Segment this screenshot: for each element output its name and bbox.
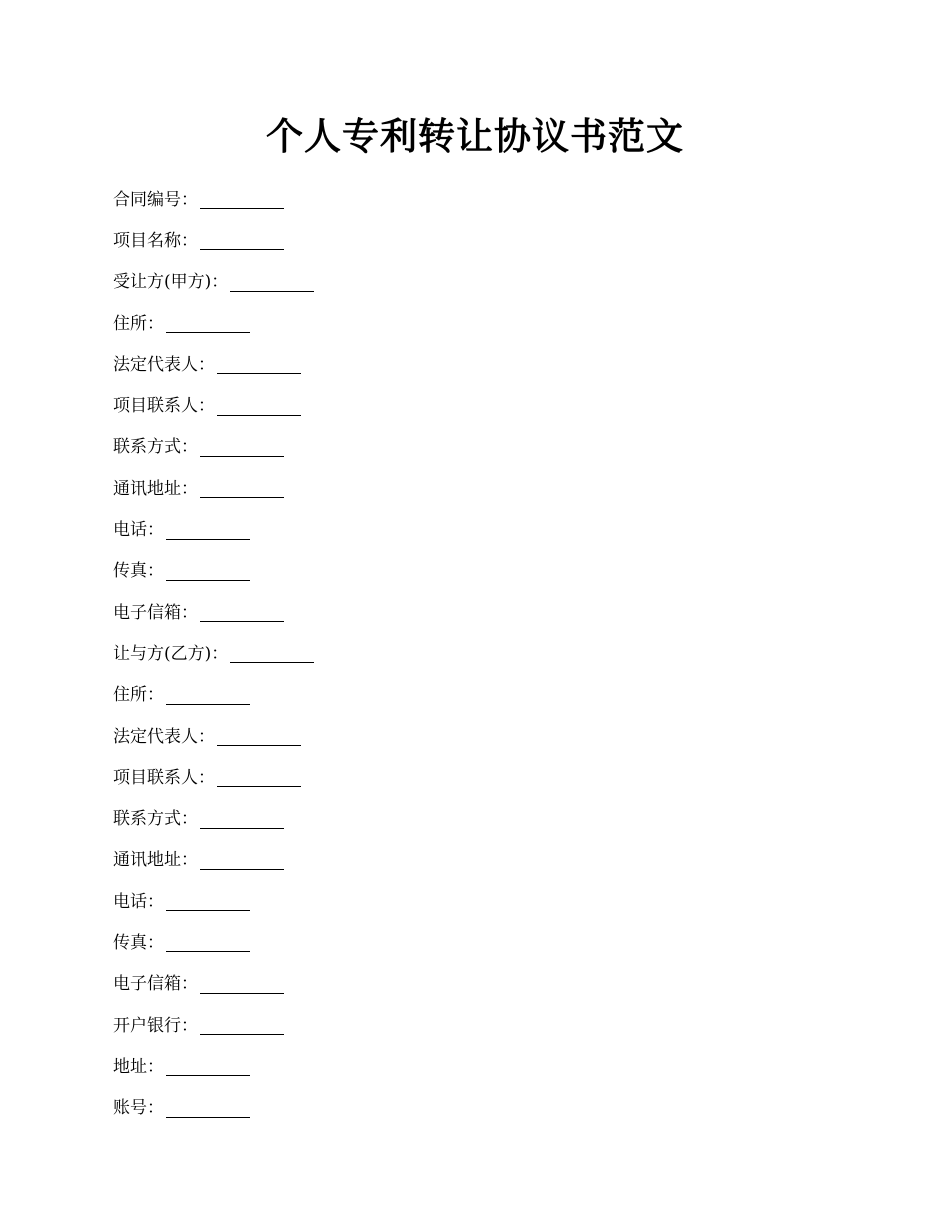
fill-in-blank (217, 768, 301, 787)
field-label: 开户银行： (113, 1015, 198, 1036)
field-label: 项目联系人： (113, 396, 215, 417)
fill-in-blank (200, 975, 284, 994)
field-party-b-project-contact (113, 757, 833, 798)
fill-in-blank (166, 314, 250, 333)
field-label: 住所： (113, 313, 164, 334)
field-label: 传真： (113, 932, 164, 953)
field-account-number (113, 1088, 833, 1129)
field-party-b-legal-representative (113, 716, 833, 757)
fill-in-blank (166, 521, 250, 540)
field-party-a (113, 262, 833, 303)
field-party-a-fax (113, 551, 833, 592)
fill-in-blank (217, 727, 301, 746)
field-label: 住所： (113, 685, 164, 706)
field-party-b-contact-method (113, 798, 833, 839)
fill-in-blank (200, 1016, 284, 1035)
fill-in-blank (200, 231, 284, 250)
field-party-a-project-contact (113, 385, 833, 426)
fill-in-blank (200, 810, 284, 829)
field-label: 联系方式： (113, 437, 198, 458)
field-contract-number (113, 179, 833, 220)
fill-in-blank (200, 190, 284, 209)
field-label: 让与方(乙方)： (113, 643, 229, 664)
field-label: 通讯地址： (113, 850, 198, 871)
field-party-a-contact-method (113, 427, 833, 468)
field-label: 电话： (113, 891, 164, 912)
fill-in-blank (200, 851, 284, 870)
field-label: 地址： (113, 1056, 164, 1077)
field-party-b-mailing-address (113, 840, 833, 881)
field-label: 联系方式： (113, 809, 198, 830)
field-party-a-legal-representative (113, 344, 833, 385)
field-label: 电子信箱： (113, 602, 198, 623)
fill-in-blank (166, 686, 250, 705)
field-bank-address (113, 1046, 833, 1087)
field-label: 项目联系人： (113, 767, 215, 788)
fill-in-blank (166, 892, 250, 911)
field-party-b-email (113, 964, 833, 1005)
field-label: 账号： (113, 1098, 164, 1119)
field-party-a-phone (113, 509, 833, 550)
fill-in-blank (217, 355, 301, 374)
field-label: 法定代表人： (113, 726, 215, 747)
field-label: 法定代表人： (113, 354, 215, 375)
fill-in-blank (217, 397, 301, 416)
field-label: 电子信箱： (113, 974, 198, 995)
field-party-b-fax (113, 922, 833, 963)
document-title: 个人专利转让协议书范文 (266, 114, 684, 158)
field-project-name (113, 220, 833, 261)
fill-in-blank (166, 1099, 250, 1118)
field-label: 项目名称： (113, 230, 198, 251)
fill-in-blank (200, 603, 284, 622)
field-label: 受让方(甲方)： (113, 272, 229, 293)
fill-in-blank (166, 1057, 250, 1076)
contract-field-list (113, 179, 833, 1129)
field-bank (113, 1005, 833, 1046)
fill-in-blank (166, 562, 250, 581)
field-label: 电话： (113, 520, 164, 541)
fill-in-blank (166, 933, 250, 952)
field-party-b (113, 633, 833, 674)
field-label: 合同编号： (113, 189, 198, 210)
fill-in-blank (200, 479, 284, 498)
field-party-a-residence (113, 303, 833, 344)
field-party-a-mailing-address (113, 468, 833, 509)
field-party-a-email (113, 592, 833, 633)
fill-in-blank (230, 273, 314, 292)
fill-in-blank (200, 438, 284, 457)
field-label: 传真： (113, 561, 164, 582)
field-party-b-residence (113, 675, 833, 716)
field-label: 通讯地址： (113, 478, 198, 499)
fill-in-blank (230, 644, 314, 663)
field-party-b-phone (113, 881, 833, 922)
